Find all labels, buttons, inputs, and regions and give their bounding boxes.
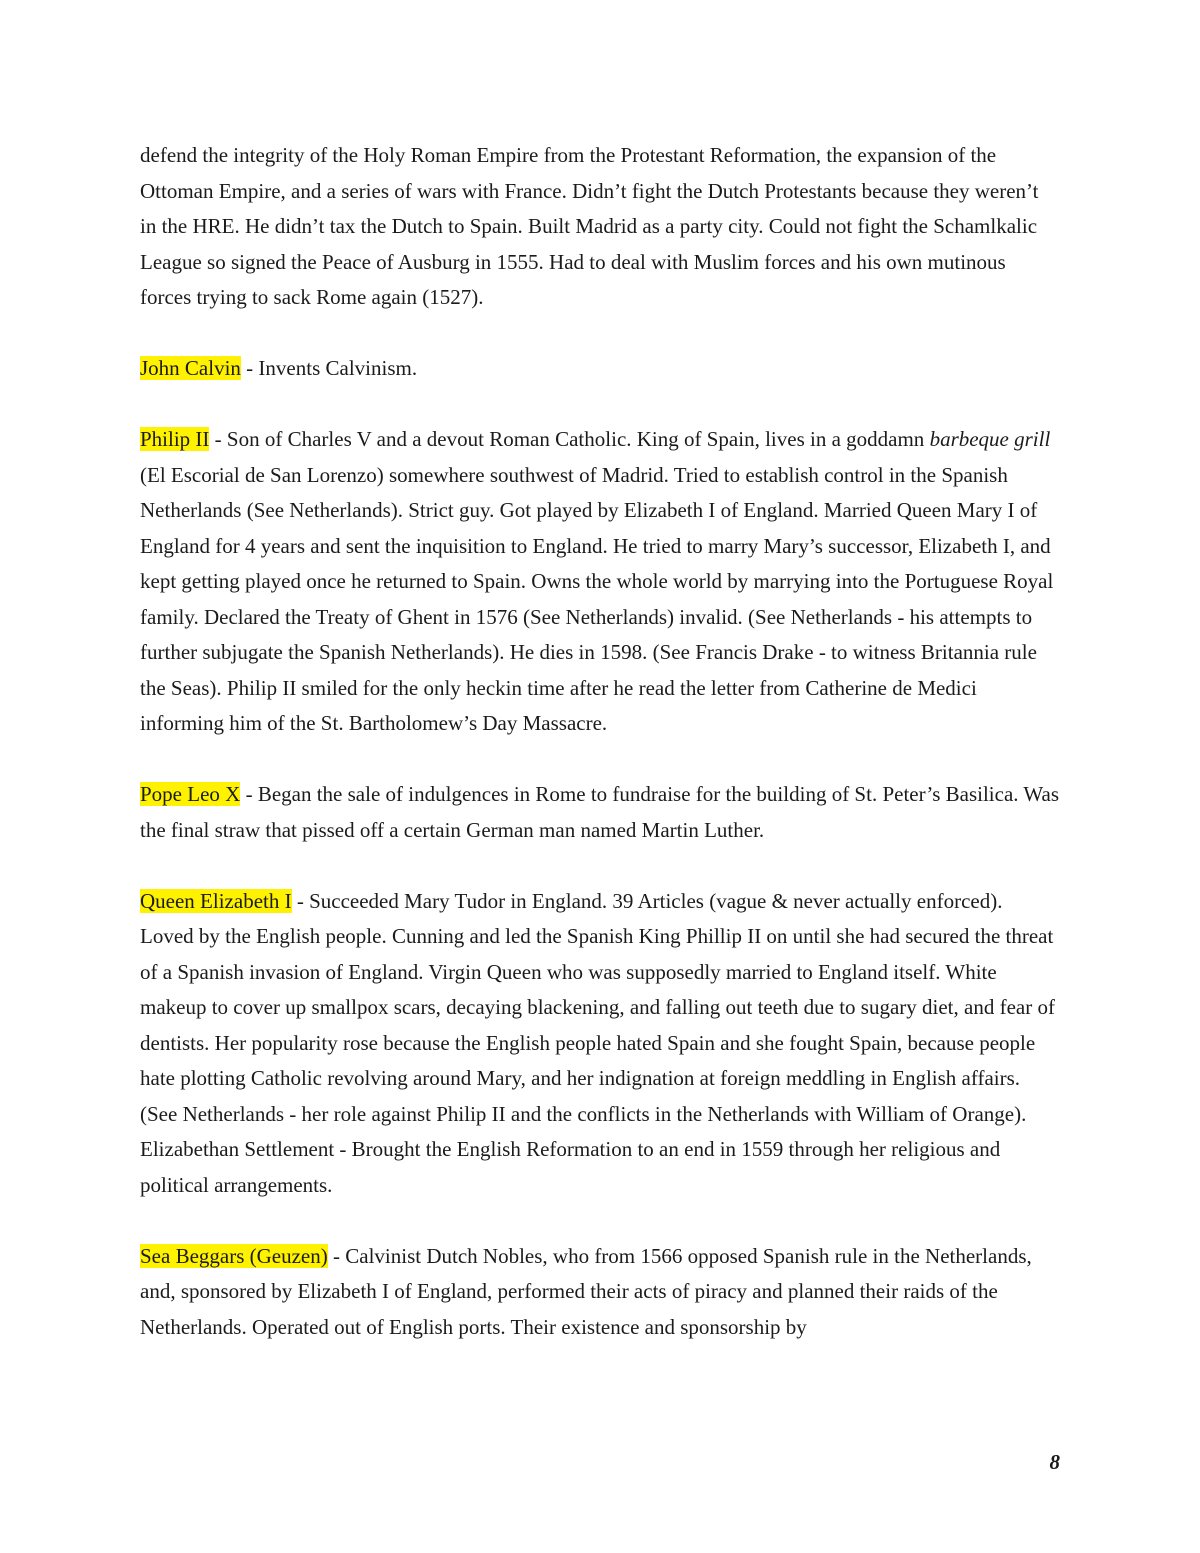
term-highlight: Philip II: [140, 427, 210, 451]
term-separator: -: [209, 427, 227, 451]
page-number: 8: [1049, 1450, 1060, 1474]
term-highlight: Pope Leo X: [140, 782, 241, 806]
entry-text: Began the sale of indulgences in Rome to fundraise for the building of St. Peter’s Basilica. Was the final straw that pissed off a certain German man named Martin Luther.: [140, 782, 1060, 842]
term-highlight: John Calvin: [140, 356, 241, 380]
term-separator: -: [327, 1243, 346, 1268]
paragraph-text: defend the integrity of the Holy Roman Empire from the Protestant Reformation, the expansion of the Ottoman Empire, and a series of wars with France. Didn’t fight the Dutch Protestants because they weren’t in the HRE. He didn’t tax the Dutch to Spain. Built Madrid as a party city. Could not fight the Schamlkalic League so signed the Peace of Ausburg in 1555. Had to deal with Muslim forces and his own mutinous forces trying to sack Rome again (1527).: [140, 143, 1039, 309]
term-separator: -: [240, 356, 259, 380]
entry-italic-text: barbeque grill: [929, 427, 1051, 451]
entry-john-calvin: [140, 351, 1060, 387]
term-separator: -: [240, 782, 258, 806]
entry-sea-beggars: [140, 1239, 1060, 1346]
term-separator: -: [291, 888, 310, 913]
entry-text: Calvinist Dutch Nobles, who from 1566 opposed Spanish rule in the Netherlands, and, sponsored by Elizabeth I of England, performed their acts of piracy and planned their raids of the Netherlands. Operated out of English ports. Their existence and sponsorship by: [140, 1243, 1032, 1339]
term-highlight: Sea Beggars (Geuzen): [140, 1243, 328, 1268]
term-highlight: Queen Elizabeth I: [140, 888, 292, 913]
paragraph-charles-v-continued: [140, 138, 1060, 316]
entry-text: Invents Calvinism.: [258, 356, 418, 380]
entry-text-continued: (El Escorial de San Lorenzo) somewhere southwest of Madrid. Tried to establish control in the Spanish Netherlands (See Netherlands). Strict guy. Got played by Elizabeth I of England. Married Queen Mary I of England for 4 years and sent the inquisition to England. He tried to marry Mary’s successor, Elizabeth I, and kept getting played once he returned to Spain. Owns the whole world by marrying into the Portuguese Royal family. Declared the Treaty of Ghent in 1576 (See Netherlands) invalid. (See Netherlands - his attempts to further subjugate the Spanish Netherlands). He dies in 1598. (See Francis Drake - to witness Britannia rule the Seas). Philip II smiled for the only heckin time after he read the letter from Catherine de Medici informing him of the St. Bartholomew’s Day Massacre.: [140, 462, 1054, 735]
entry-philip-ii: [140, 422, 1060, 742]
entry-text: Succeeded Mary Tudor in England. 39 Articles (vague & never actually enforced). Loved by the English people. Cunning and led the Spanish King Phillip II on until she had secured the threat of a Spanish invasion of England. Virgin Queen who was supposedly married to England itself. White makeup to cover up smallpox scars, decaying blackening, and falling out teeth due to sugary diet, and fear of dentists. Her popularity rose because the English people hated Spain and she fought Spain, because people hate plotting Catholic revolving around Mary, and her indignation at foreign meddling in English affairs. (See Netherlands - her role against Philip II and the conflicts in the Netherlands with William of Orange). Elizabethan Settlement - Brought the English Reformation to an end in 1559 through her religious and political arrangements.: [140, 888, 1055, 1197]
document-body: [140, 138, 1060, 1381]
entry-queen-elizabeth-i: [140, 884, 1060, 1204]
entry-pope-leo-x: [140, 777, 1060, 848]
entry-text: Son of Charles V and a devout Roman Catholic. King of Spain, lives in a goddamn: [226, 427, 930, 451]
